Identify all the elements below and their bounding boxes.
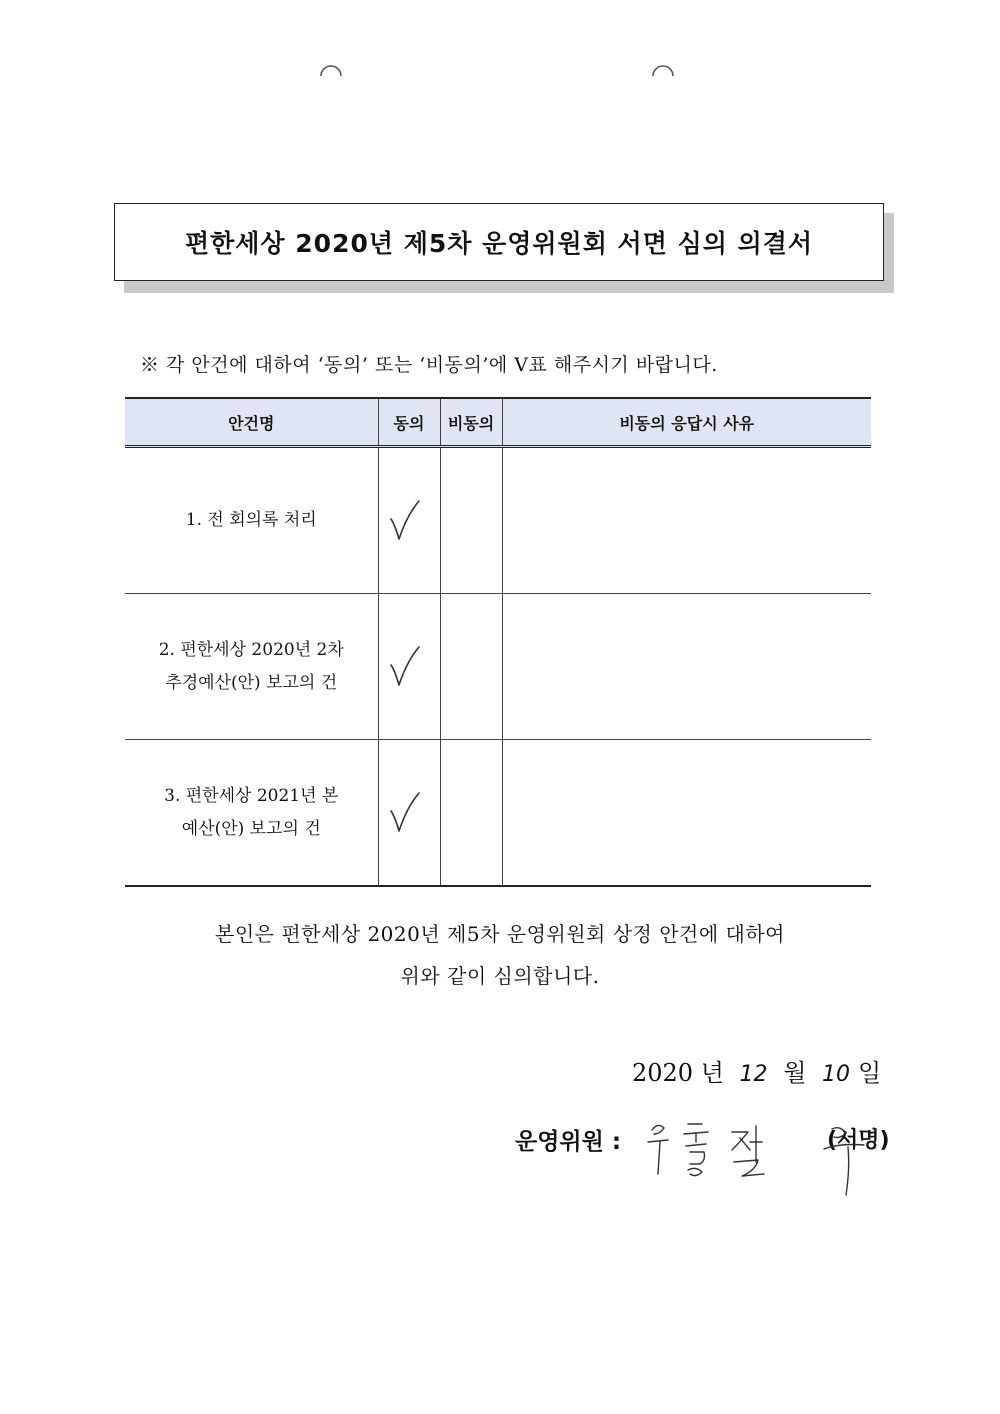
table-row [125, 594, 871, 740]
header-disagree: 비동의 [440, 398, 502, 447]
date-month-unit: 월 [783, 1059, 807, 1087]
check-mark-1 [385, 497, 425, 545]
item-name-line: 예산(안) 보고의 건 [181, 818, 321, 839]
date-month: 12 [739, 1062, 768, 1087]
reason-cell[interactable] [502, 740, 871, 887]
check-mark-3 [385, 789, 425, 837]
item-name-line: 2. 편한세상 2020년 2차 [158, 639, 344, 660]
date-row [632, 1053, 881, 1088]
signature-scribble [820, 1125, 880, 1200]
disagree-cell[interactable] [440, 740, 502, 887]
table-header-row [125, 398, 871, 447]
header-item-name: 안건명 [125, 398, 378, 447]
item-name-line: 추경예산(안) 보고의 건 [165, 672, 338, 693]
seal-label: (서명) [827, 1128, 890, 1153]
disagree-cell[interactable] [440, 594, 502, 740]
header-reason: 비동의 응답시 사유 [502, 398, 871, 447]
statement-line-1: 본인은 편한세상 2020년 제5차 운영위원회 상정 안건에 대하여 [215, 922, 785, 946]
punch-hole-left [318, 52, 344, 78]
agree-cell[interactable] [378, 594, 440, 740]
title-box [114, 203, 884, 281]
item-name-cell [125, 594, 378, 740]
agree-cell[interactable] [378, 447, 440, 594]
date-day: 10 [822, 1062, 851, 1087]
statement-line-2: 위와 같이 심의합니다. [400, 964, 600, 988]
check-mark-2 [385, 643, 425, 691]
punch-hole-right [650, 52, 676, 78]
handwritten-signature [644, 1112, 784, 1192]
instruction-text: ※ 각 안건에 대하여 ‘동의’ 또는 ‘비동의’에 V표 해주시기 바랍니다. [140, 354, 718, 376]
document-title: 편한세상 2020년 제5차 운영위원회 서면 심의 의결서 [184, 229, 814, 258]
item-name-line: 3. 편한세상 2021년 본 [164, 785, 339, 806]
reason-cell[interactable] [502, 447, 871, 594]
reason-cell[interactable] [502, 594, 871, 740]
item-name-line: 1. 전 회의록 처리 [185, 510, 317, 530]
date-day-unit: 일 [858, 1059, 882, 1087]
signature-label: 운영위원 : [515, 1129, 622, 1155]
disagree-cell[interactable] [440, 447, 502, 594]
table-row [125, 740, 871, 887]
item-name-cell [125, 740, 378, 887]
date-year-unit: 년 [700, 1059, 724, 1087]
item-name-cell [125, 447, 378, 594]
agenda-table [125, 397, 871, 887]
date-year: 2020 [632, 1059, 694, 1087]
table-row [125, 447, 871, 594]
agree-cell[interactable] [378, 740, 440, 887]
header-agree: 동의 [378, 398, 440, 447]
